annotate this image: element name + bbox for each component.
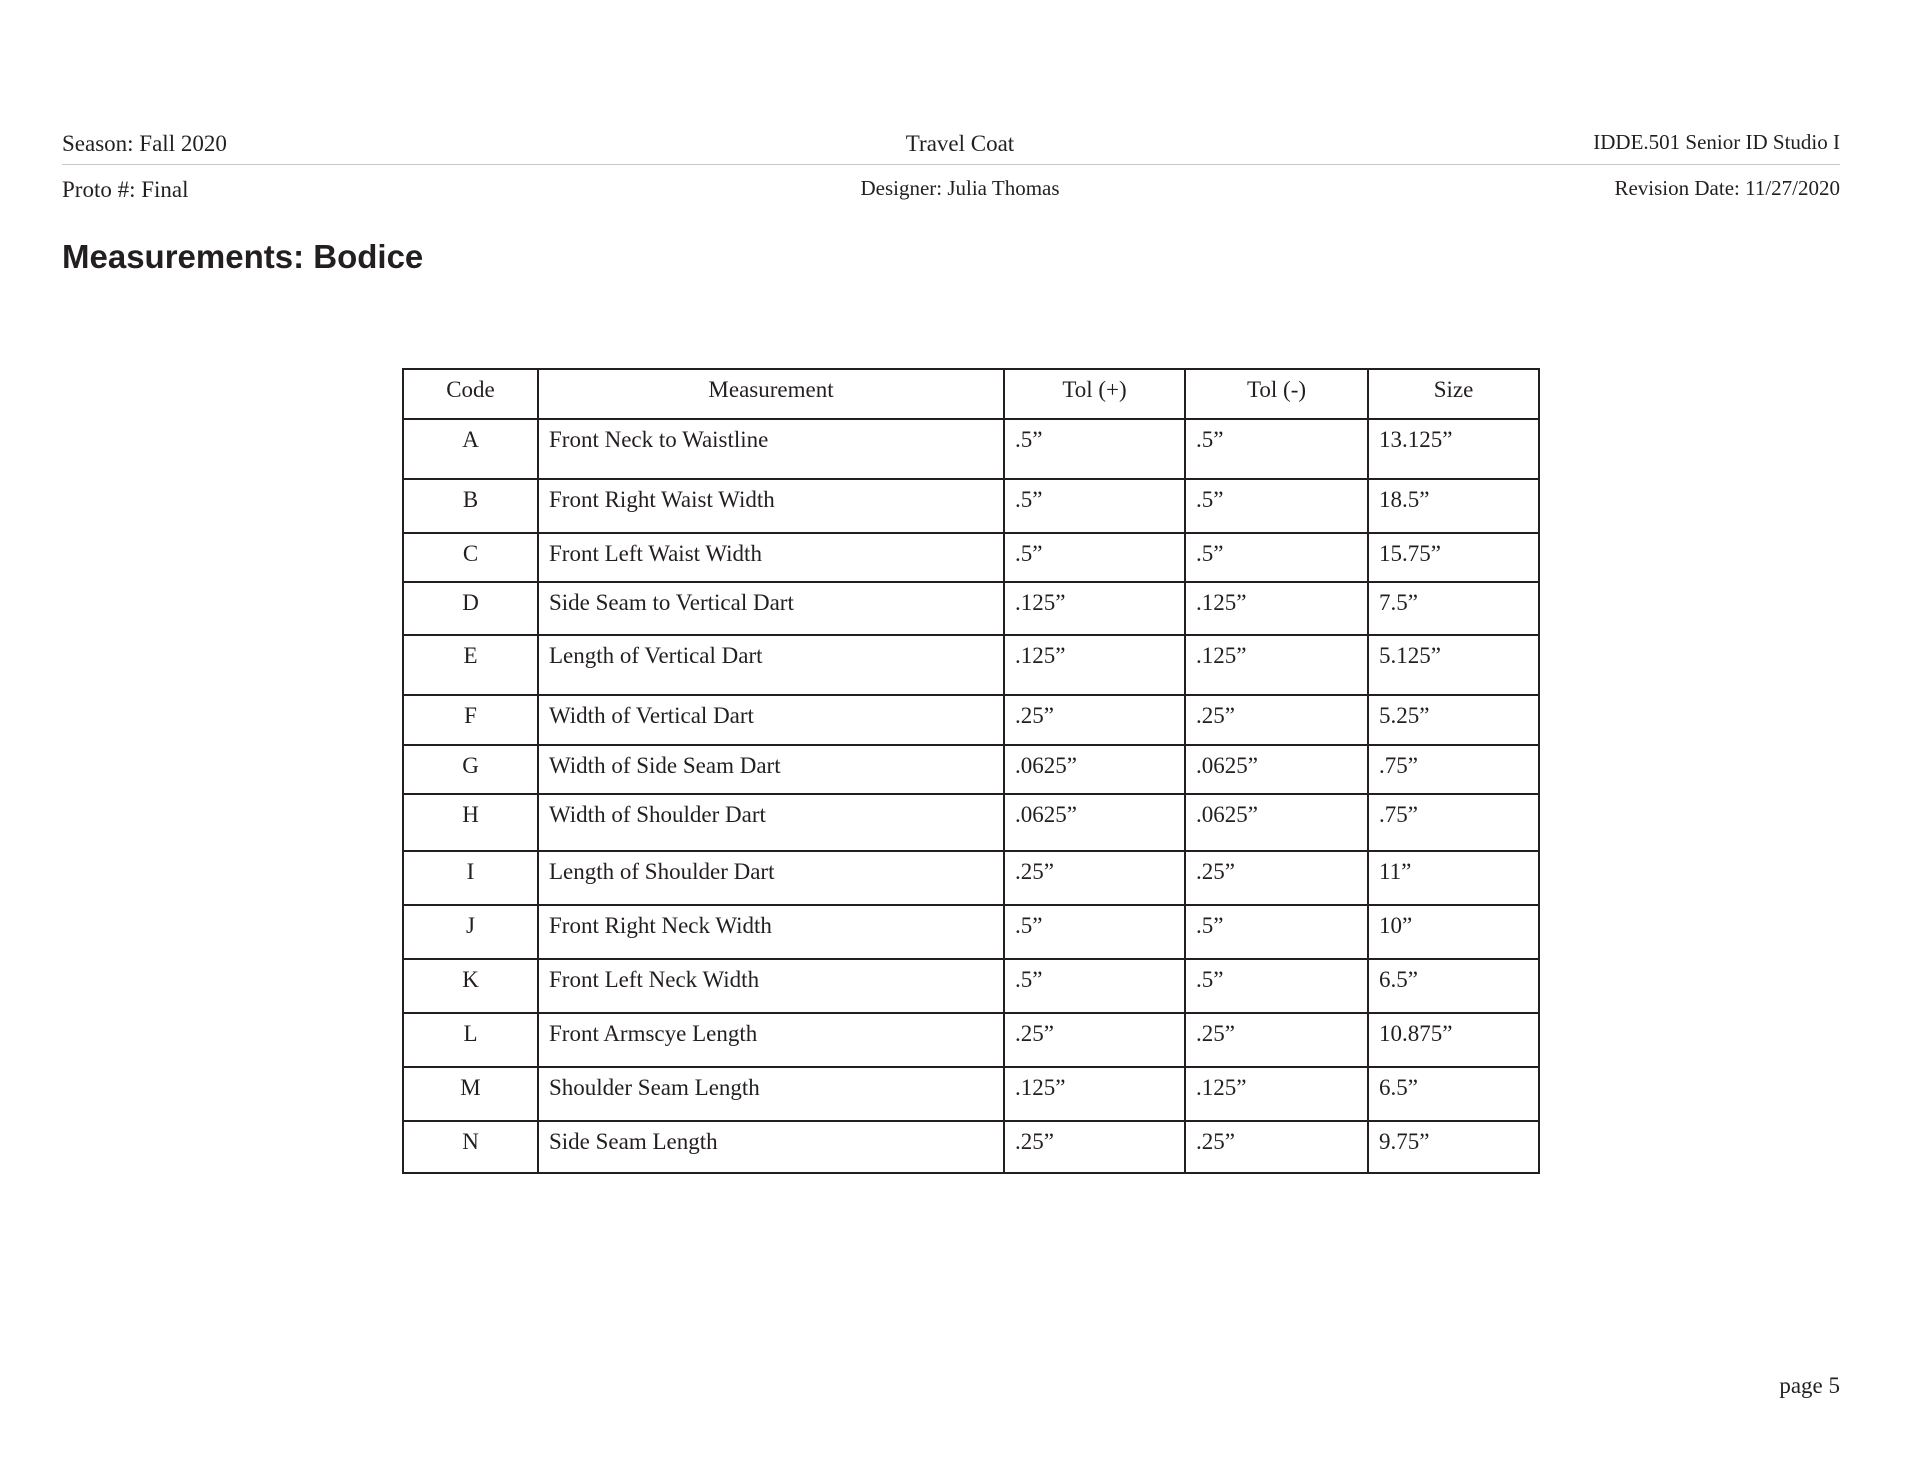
cell-size: 6.5” <box>1368 1067 1539 1121</box>
cell-tol-minus: .125” <box>1185 1067 1368 1121</box>
cell-code: A <box>403 419 538 479</box>
cell-measurement: Front Right Neck Width <box>538 905 1004 959</box>
cell-size: 18.5” <box>1368 479 1539 533</box>
table-row <box>403 745 1539 794</box>
cell-tol-minus: .5” <box>1185 419 1368 479</box>
cell-measurement: Side Seam Length <box>538 1121 1004 1173</box>
cell-measurement: Length of Vertical Dart <box>538 635 1004 695</box>
cell-size: 10” <box>1368 905 1539 959</box>
cell-tol-plus: .5” <box>1004 533 1185 582</box>
cell-tol-plus: .125” <box>1004 582 1185 635</box>
cell-tol-plus: .5” <box>1004 959 1185 1013</box>
header-measurement: Measurement <box>538 369 1004 419</box>
cell-tol-minus: .5” <box>1185 533 1368 582</box>
cell-size: 15.75” <box>1368 533 1539 582</box>
table-row <box>403 794 1539 851</box>
header-tol-plus: Tol (+) <box>1004 369 1185 419</box>
cell-code: L <box>403 1013 538 1067</box>
cell-code: K <box>403 959 538 1013</box>
table-row <box>403 959 1539 1013</box>
cell-size: 6.5” <box>1368 959 1539 1013</box>
cell-code: F <box>403 695 538 745</box>
cell-code: N <box>403 1121 538 1173</box>
table-row <box>403 851 1539 905</box>
designer-label: Designer: Julia Thomas <box>860 176 1060 200</box>
cell-tol-minus: .5” <box>1185 905 1368 959</box>
table-row <box>403 533 1539 582</box>
proto-label: Proto #: Final <box>62 177 189 202</box>
cell-tol-plus: .5” <box>1004 419 1185 479</box>
table-row <box>403 905 1539 959</box>
cell-tol-minus: .25” <box>1185 1121 1368 1173</box>
cell-tol-minus: .5” <box>1185 959 1368 1013</box>
table-body <box>403 419 1539 1173</box>
table-row <box>403 1121 1539 1173</box>
season-label: Season: Fall 2020 <box>62 131 227 156</box>
cell-size: 11” <box>1368 851 1539 905</box>
cell-tol-minus: .0625” <box>1185 745 1368 794</box>
cell-size: 10.875” <box>1368 1013 1539 1067</box>
cell-measurement: Front Left Neck Width <box>538 959 1004 1013</box>
cell-measurement: Front Neck to Waistline <box>538 419 1004 479</box>
cell-code: M <box>403 1067 538 1121</box>
cell-tol-plus: .25” <box>1004 695 1185 745</box>
cell-tol-minus: .5” <box>1185 479 1368 533</box>
cell-code: G <box>403 745 538 794</box>
cell-code: E <box>403 635 538 695</box>
cell-size: 13.125” <box>1368 419 1539 479</box>
cell-code: H <box>403 794 538 851</box>
cell-size: 5.25” <box>1368 695 1539 745</box>
cell-measurement: Side Seam to Vertical Dart <box>538 582 1004 635</box>
document-title: Travel Coat <box>905 131 1015 156</box>
cell-size: .75” <box>1368 745 1539 794</box>
table-header-row <box>403 369 1539 419</box>
cell-measurement: Front Right Waist Width <box>538 479 1004 533</box>
cell-measurement: Length of Shoulder Dart <box>538 851 1004 905</box>
table-row <box>403 1067 1539 1121</box>
cell-code: C <box>403 533 538 582</box>
cell-measurement: Shoulder Seam Length <box>538 1067 1004 1121</box>
cell-tol-minus: .25” <box>1185 695 1368 745</box>
header-size: Size <box>1368 369 1539 419</box>
table-row <box>403 1013 1539 1067</box>
cell-tol-plus: .5” <box>1004 905 1185 959</box>
measurements-table <box>402 368 1540 1174</box>
table-row <box>403 479 1539 533</box>
cell-size: 9.75” <box>1368 1121 1539 1173</box>
table-row <box>403 635 1539 695</box>
cell-measurement: Front Armscye Length <box>538 1013 1004 1067</box>
cell-code: I <box>403 851 538 905</box>
cell-tol-minus: .25” <box>1185 851 1368 905</box>
table-row <box>403 419 1539 479</box>
header-tol-minus: Tol (-) <box>1185 369 1368 419</box>
cell-tol-minus: .125” <box>1185 582 1368 635</box>
cell-measurement: Width of Vertical Dart <box>538 695 1004 745</box>
cell-tol-plus: .25” <box>1004 1013 1185 1067</box>
cell-measurement: Width of Shoulder Dart <box>538 794 1004 851</box>
cell-tol-minus: .0625” <box>1185 794 1368 851</box>
cell-tol-plus: .125” <box>1004 635 1185 695</box>
table-row <box>403 695 1539 745</box>
revision-date-label: Revision Date: 11/27/2020 <box>1614 176 1840 200</box>
page-number: page 5 <box>1779 1373 1840 1398</box>
cell-tol-plus: .125” <box>1004 1067 1185 1121</box>
section-title: Measurements: Bodice <box>62 238 424 275</box>
cell-size: 7.5” <box>1368 582 1539 635</box>
cell-measurement: Front Left Waist Width <box>538 533 1004 582</box>
cell-tol-minus: .25” <box>1185 1013 1368 1067</box>
cell-size: 5.125” <box>1368 635 1539 695</box>
cell-code: J <box>403 905 538 959</box>
cell-tol-plus: .25” <box>1004 1121 1185 1173</box>
cell-size: .75” <box>1368 794 1539 851</box>
cell-code: B <box>403 479 538 533</box>
header-divider <box>62 164 1840 165</box>
cell-tol-plus: .0625” <box>1004 794 1185 851</box>
cell-tol-plus: .0625” <box>1004 745 1185 794</box>
cell-measurement: Width of Side Seam Dart <box>538 745 1004 794</box>
cell-tol-minus: .125” <box>1185 635 1368 695</box>
cell-tol-plus: .5” <box>1004 479 1185 533</box>
course-label: IDDE.501 Senior ID Studio I <box>1593 130 1840 154</box>
cell-tol-plus: .25” <box>1004 851 1185 905</box>
header-code: Code <box>403 369 538 419</box>
cell-code: D <box>403 582 538 635</box>
table-row <box>403 582 1539 635</box>
